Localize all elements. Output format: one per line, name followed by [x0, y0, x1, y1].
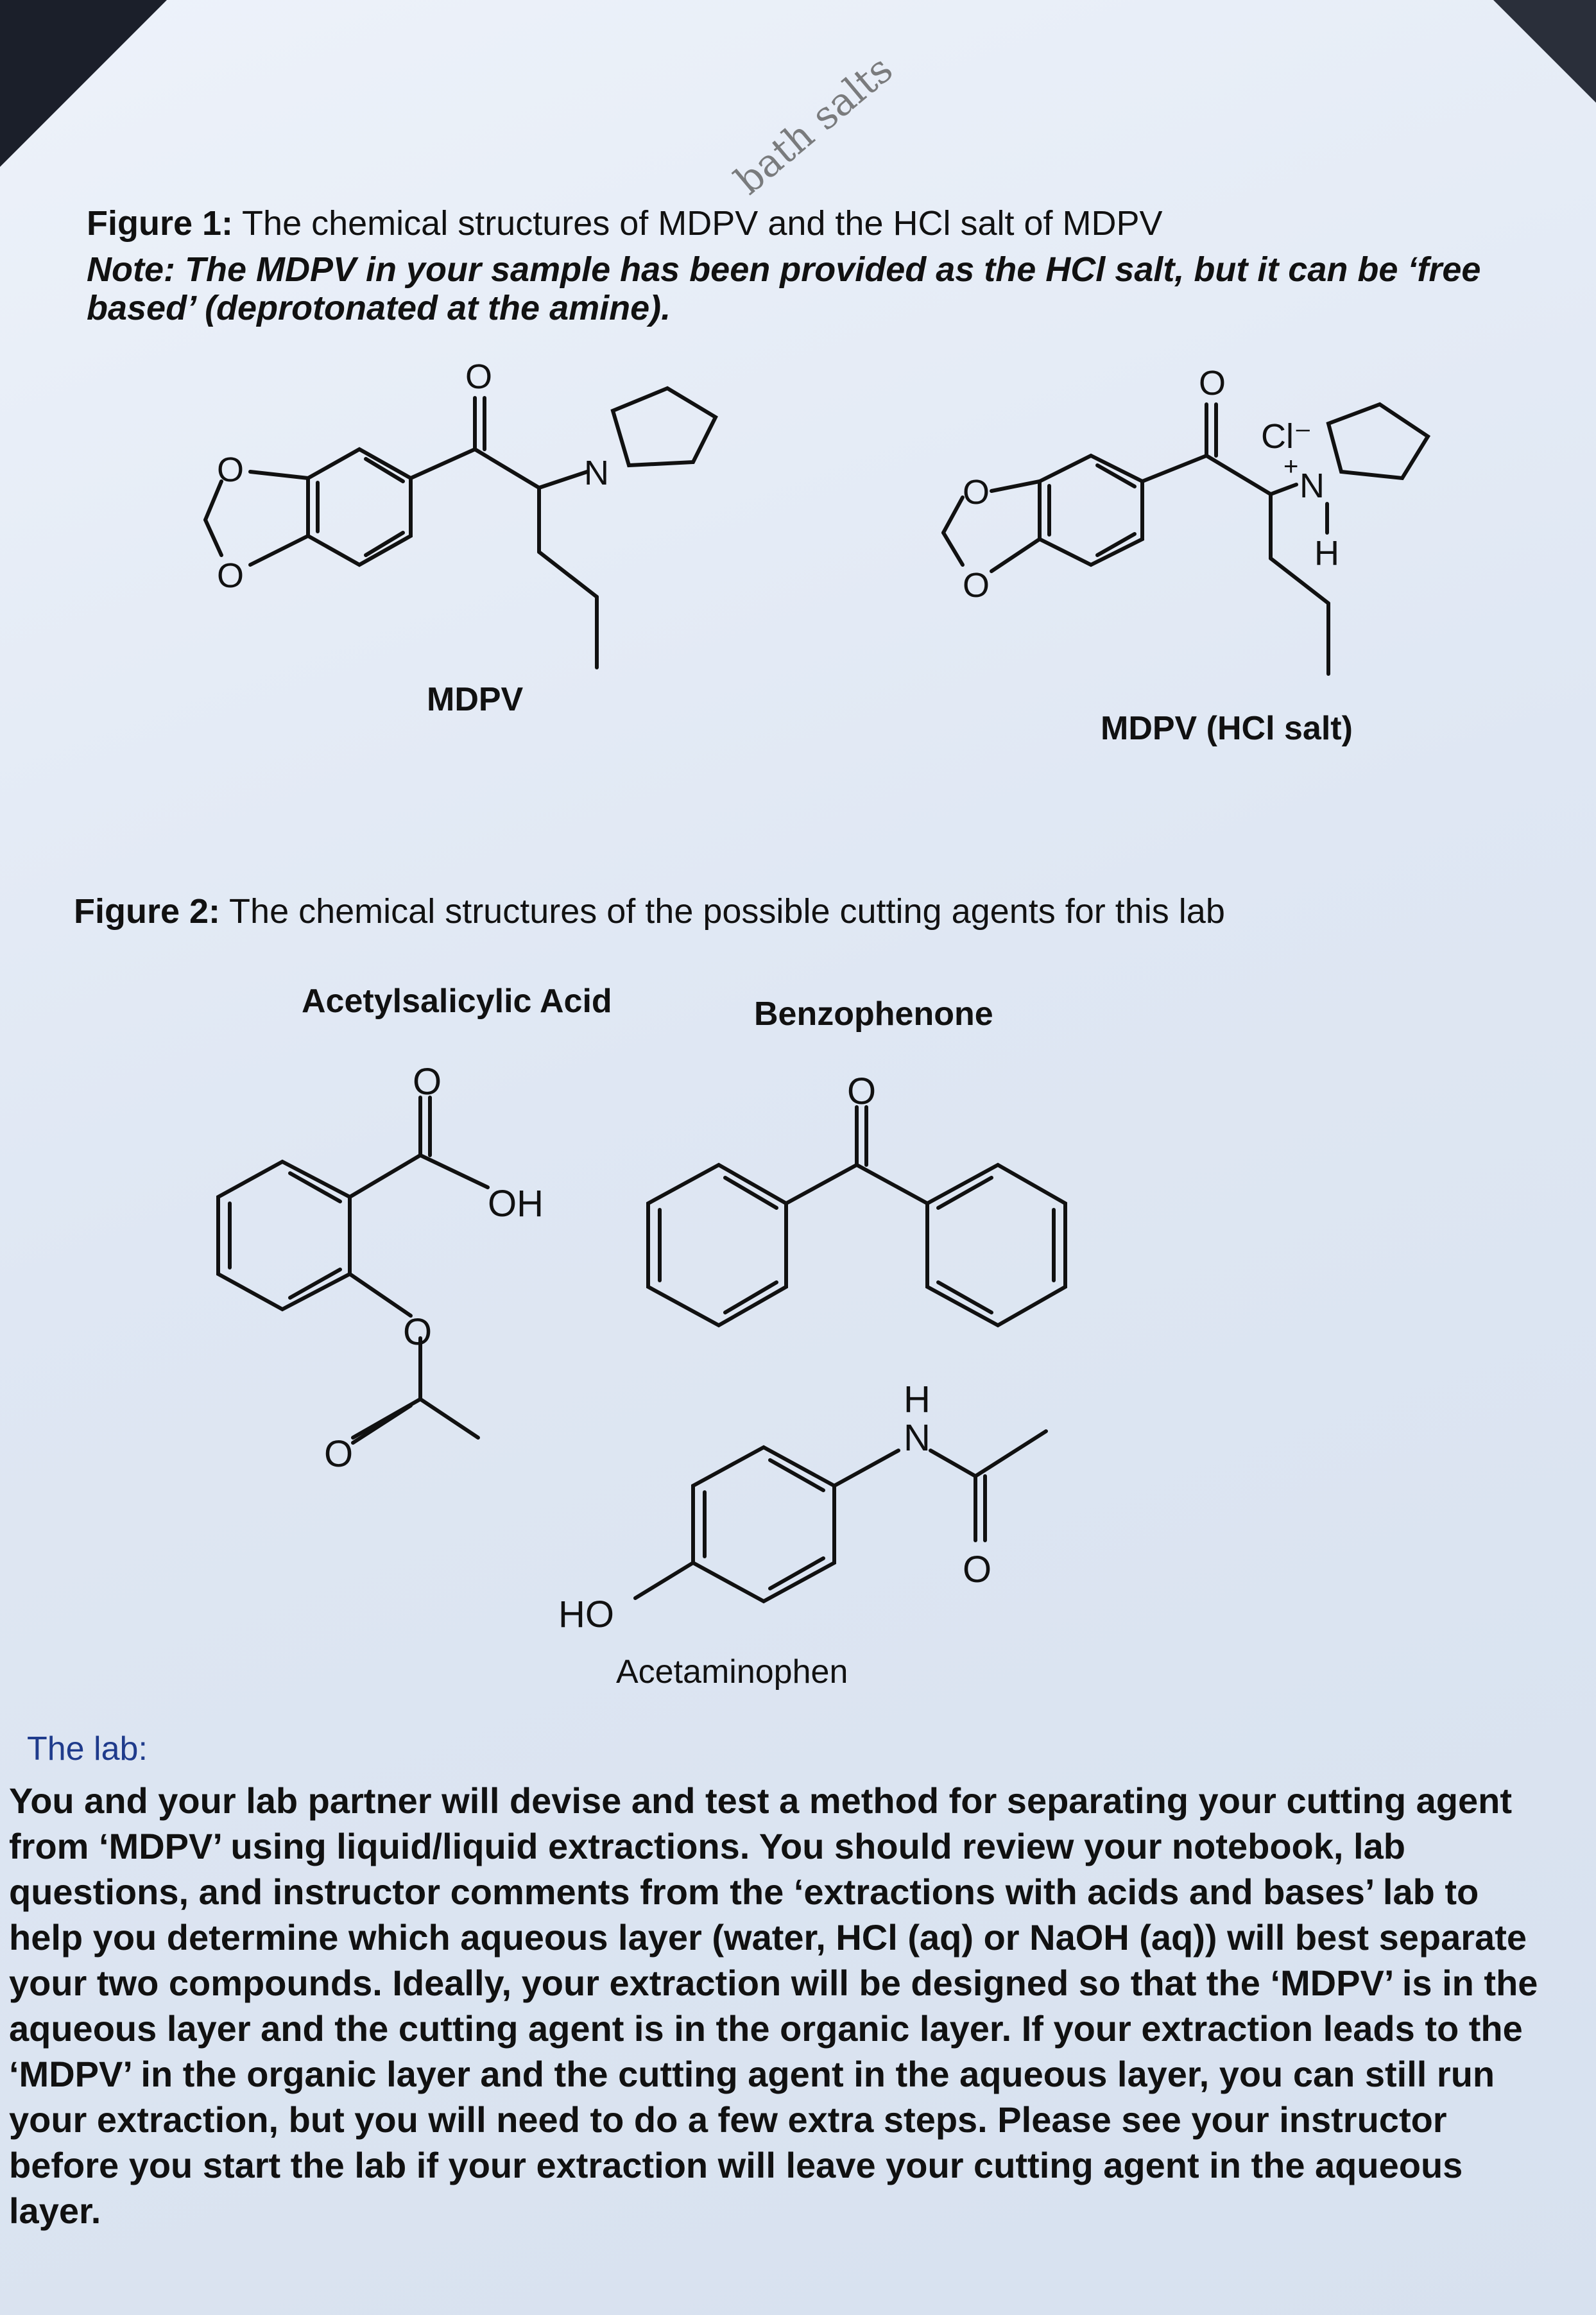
figure2-structures	[0, 1053, 1596, 1662]
figure2-caption-text: The chemical structures of the possible cutting agents for this lab	[220, 892, 1225, 931]
svg-text:O: O	[963, 566, 990, 605]
svg-text:O: O	[217, 556, 245, 595]
figure1-caption-label: Figure 1:	[87, 204, 234, 243]
figure2-caption-label: Figure 2:	[74, 892, 221, 931]
svg-text:N: N	[1300, 467, 1325, 505]
svg-text:O: O	[847, 1071, 877, 1112]
label-acetaminophen: Acetaminophen	[616, 1653, 848, 1691]
svg-text:O: O	[963, 473, 990, 512]
figure1-structures	[0, 359, 1596, 757]
mdpv-hcl-structure	[943, 404, 1428, 674]
figure1-caption	[87, 204, 1518, 243]
svg-text:N: N	[904, 1417, 931, 1459]
figure1-note: Note: The MDPV in your sample has been provided as the HCl salt, but it can be ‘free based’ (deprotonated at the amine).	[87, 250, 1481, 327]
figure1-label-chloride: Cl⁻	[1261, 417, 1312, 456]
svg-text:+: +	[1283, 452, 1299, 481]
figure2-caption	[74, 892, 1550, 931]
svg-text:N: N	[584, 454, 609, 492]
svg-text:O: O	[413, 1061, 442, 1103]
background-shadow-right	[1493, 0, 1596, 103]
background-shadow	[0, 0, 167, 167]
mdpv-structure	[205, 388, 716, 667]
benzophenone-structure	[648, 1107, 1065, 1325]
svg-text:H: H	[904, 1379, 931, 1420]
svg-text:OH: OH	[488, 1183, 544, 1225]
acetylsalicylic-acid-structure	[218, 1097, 488, 1443]
lab-section-title: The lab:	[27, 1730, 148, 1768]
svg-text:O: O	[963, 1549, 992, 1590]
svg-text:O: O	[465, 359, 493, 396]
svg-text:HO: HO	[558, 1594, 614, 1635]
figure1-label-mdpv-hcl: MDPV (HCl salt)	[1101, 710, 1353, 747]
label-acetylsalicylic-acid: Acetylsalicylic Acid	[302, 983, 612, 1020]
label-benzophenone: Benzophenone	[754, 995, 993, 1033]
svg-text:O: O	[324, 1433, 354, 1475]
svg-text:O: O	[1199, 364, 1226, 402]
svg-text:O: O	[403, 1311, 433, 1353]
figure1-label-mdpv: MDPV	[427, 681, 524, 718]
svg-text:H: H	[1314, 534, 1339, 572]
lab-instructions-paragraph: You and your lab partner will devise and test a method for separating your cutting agent from ‘MDPV’ using liquid/liquid extractions. You should review your notebook, lab questions, and instructor comments from the ‘extractions with acids and bases’ lab to help you determine which aqueous layer (water, HCl (aq) or NaOH (aq)) will best separate your two compounds. Ideally, your extraction will be designed so that the ‘MDPV’ is in the aqueous layer and the cutting agent is in the organic layer. If your extraction leads to the ‘MDPV’ in the organic layer and the cutting agent in the aqueous layer, you can still run your extraction, but you will need to do a few extra steps. Please see your instructor before you start the lab if your extraction will leave your cutting agent in the aqueous layer.	[9, 1780, 1538, 2231]
figure1-caption-text: The chemical structures of MDPV and the HCl salt of MDPV	[233, 204, 1163, 243]
handwritten-note: bath salts	[726, 46, 902, 204]
svg-text:O: O	[217, 451, 245, 489]
